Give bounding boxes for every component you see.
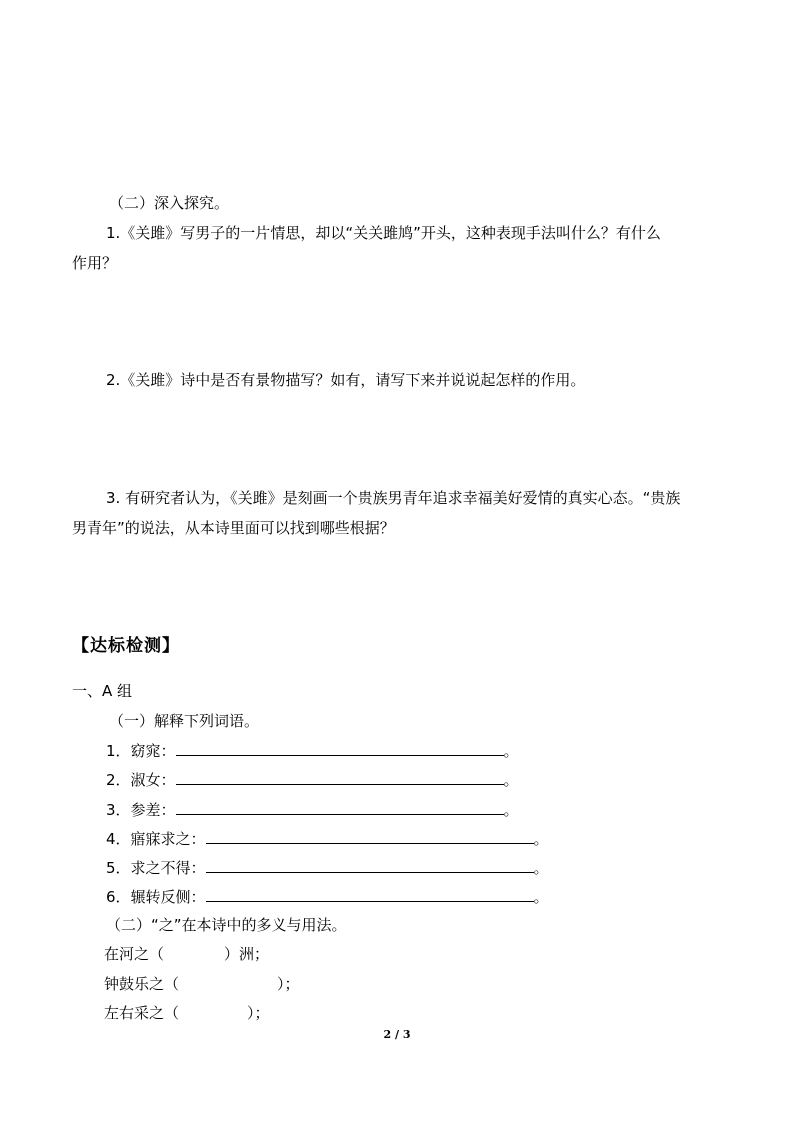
answer-blank[interactable] [176, 741, 504, 756]
question-1-line-1: 1.《关雎》写男子的一片情思，却以“关关雎鸠”开头，这种表现手法叫什么？有什么 [106, 224, 661, 242]
usage-text: 钟鼓乐之（ [104, 975, 180, 993]
term-end: 。 [533, 830, 549, 848]
term-end: 。 [503, 771, 519, 789]
part-1-title: （一）解释下列词语。 [109, 712, 260, 730]
term-end: 。 [503, 742, 519, 760]
term-end: 。 [503, 801, 519, 819]
usage-close: ）洲； [224, 945, 270, 963]
term-label: 6．辗转反侧： [106, 888, 206, 906]
term-label: 3．参差： [106, 801, 176, 819]
question-3-line-2: 男青年”的说法，从本诗里面可以找到哪些根据？ [72, 519, 395, 537]
term-item [106, 857, 549, 879]
question-1-line-2: 作用？ [72, 254, 118, 272]
part-2-title: （二）“之”在本诗中的多义与用法。 [106, 916, 347, 934]
term-label: 2．淑女： [106, 771, 176, 789]
usage-text: 在河之（ [104, 945, 165, 963]
term-end: 。 [533, 859, 549, 877]
usage-item [104, 973, 300, 995]
section-title-explore: （二）深入探究。 [109, 194, 230, 212]
term-end: 。 [533, 888, 549, 906]
usage-close: ）； [247, 1004, 270, 1022]
term-item [106, 799, 519, 821]
usage-text: 左右采之（ [104, 1004, 180, 1022]
usage-close: ）； [277, 975, 300, 993]
question-2: 2.《关雎》诗中是否有景物描写？如有，请写下来并说说起怎样的作用。 [106, 371, 586, 389]
term-item [106, 769, 519, 791]
assessment-heading: 【达标检测】 [72, 636, 180, 656]
answer-blank[interactable] [206, 829, 534, 844]
answer-blank[interactable] [176, 770, 504, 785]
group-a-label: 一、A 组 [72, 682, 133, 700]
term-item [106, 740, 519, 762]
answer-blank[interactable] [206, 887, 534, 902]
term-label: 4．寤寐求之： [106, 830, 206, 848]
term-label: 5．求之不得： [106, 859, 206, 877]
term-item [106, 886, 549, 908]
usage-item [104, 1002, 270, 1024]
question-3-line-1: 3. 有研究者认为，《关雎》是刻画一个贵族男青年追求幸福美好爱情的真实心态。“贵族 [106, 489, 681, 507]
answer-blank[interactable] [206, 858, 534, 873]
usage-item [104, 943, 269, 965]
page-number: 2 / 3 [383, 1028, 411, 1041]
answer-blank[interactable] [176, 800, 504, 815]
term-label: 1．窈窕： [106, 742, 176, 760]
term-item [106, 828, 549, 850]
